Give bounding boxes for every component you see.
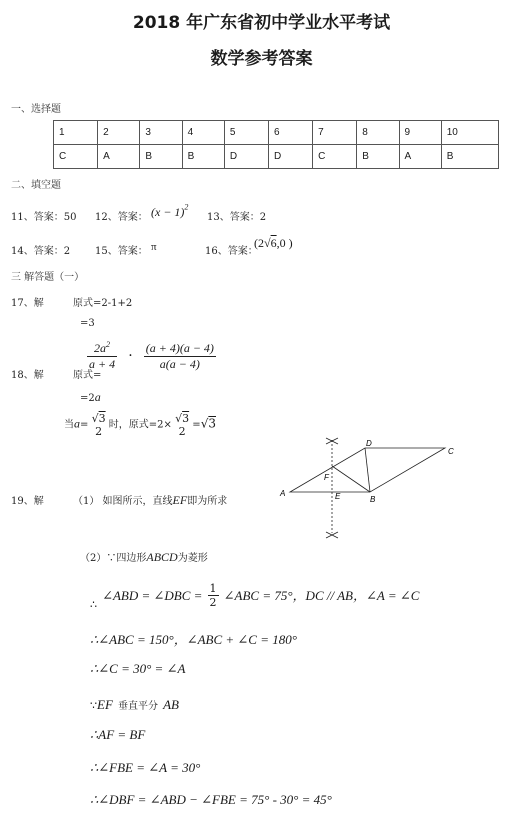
- label-f: F: [324, 473, 329, 482]
- sqrt-icon: √: [264, 236, 271, 250]
- arc-mark-top: [326, 438, 338, 444]
- step1-part1: ∠ABD = ∠DBC =: [102, 588, 203, 603]
- q18-line2: [80, 390, 101, 405]
- q18-substitution: [64, 412, 216, 438]
- q17-line1: 原式=2-1+2: [73, 298, 133, 309]
- page-subtitle: 数学参考答案: [210, 49, 313, 69]
- numerator: [92, 412, 106, 425]
- answer-11: 11、答案：50: [11, 212, 77, 223]
- equals: =: [80, 419, 89, 431]
- label-d: D: [366, 439, 372, 448]
- answer-15-value: π: [151, 241, 157, 253]
- table-cell: 2: [98, 121, 140, 145]
- section-heading-solve: 三 解答题（一）: [11, 272, 85, 283]
- page-title: 2018 年广东省初中学业水平考试: [132, 13, 391, 33]
- paren-close: ): [288, 236, 293, 250]
- table-cell: D: [224, 145, 268, 169]
- multiply-dot: ·: [128, 348, 133, 364]
- q19-part2-text: （2）∵四边形: [80, 553, 147, 564]
- denominator: 2: [178, 425, 186, 438]
- q17-label: 17、解: [11, 298, 44, 309]
- because-symbol: ∵: [90, 699, 97, 712]
- rhombus-figure: [270, 428, 470, 543]
- q18-line2-var: a: [94, 390, 101, 404]
- numerator: [87, 340, 117, 357]
- q17-line2: =3: [80, 318, 95, 329]
- answer-14: 14、答案：2: [11, 246, 71, 257]
- equals: =: [192, 419, 201, 431]
- q18-label: 18、解: [11, 370, 44, 381]
- proof-step-6: ∴∠FBE = ∠A = 30°: [90, 760, 201, 775]
- q19-part2-end: 为菱形: [177, 553, 208, 564]
- table-cell: 7: [313, 121, 357, 145]
- sqrt-icon: √: [91, 412, 99, 425]
- numerator: (a + 4)(a − 4): [145, 340, 214, 355]
- table-cell: 5: [224, 121, 268, 145]
- segment-bf: [332, 466, 370, 492]
- line-ef: EF: [97, 697, 113, 712]
- table-cell: B: [140, 145, 182, 169]
- table-cell: A: [399, 145, 441, 169]
- label-b: B: [370, 495, 376, 504]
- q19-part1: [73, 492, 227, 508]
- label-c: C: [448, 447, 454, 456]
- therefore-symbol: ∴: [90, 598, 97, 611]
- segment-ab: AB: [163, 697, 179, 712]
- fraction: [87, 340, 117, 372]
- table-cell: B: [441, 145, 498, 169]
- q18-prefix: 原式=: [73, 370, 102, 381]
- q18-expression: [87, 340, 216, 372]
- q18-line2-text: =2: [80, 393, 95, 404]
- denominator: 2: [95, 425, 103, 438]
- proof-step-7: ∴∠DBF = ∠ABD − ∠FBE = 75° - 30° = 45°: [90, 792, 332, 807]
- answer-16-label: 16、答案：: [205, 246, 258, 257]
- table-cell: 6: [269, 121, 313, 145]
- numerator-text: 2a: [94, 341, 107, 355]
- q19-part2: [80, 549, 208, 565]
- answer-12-label: 12、答案：: [95, 212, 148, 223]
- table-cell: A: [98, 145, 140, 169]
- var-a: a: [74, 416, 80, 431]
- paren-open: (: [254, 236, 258, 250]
- sqrt-icon: √: [200, 416, 209, 431]
- answer-12-expression: [151, 201, 188, 220]
- table-cell: 9: [399, 121, 441, 145]
- fraction: [175, 412, 189, 438]
- sqrt-icon: √: [175, 412, 183, 425]
- quad-abcd: ABCD: [146, 550, 178, 564]
- table-cell: 8: [357, 121, 399, 145]
- coef: 2: [258, 236, 264, 250]
- radicand: 3: [98, 412, 106, 425]
- answer-15-label: 15、答案：: [95, 246, 148, 257]
- denominator: 2: [209, 596, 217, 609]
- perpendicular-bisects-text: 垂直平分: [117, 701, 158, 712]
- table-cell: 1: [54, 121, 98, 145]
- line-ef: EF: [172, 493, 188, 507]
- fraction: [144, 341, 216, 372]
- diagonal-bd: [365, 448, 370, 492]
- q19-part1-end: 即为所求: [187, 496, 228, 507]
- table-row-answers: [54, 145, 499, 169]
- answer-16-expression: [254, 236, 293, 251]
- proof-step-2: ∴∠ABC = 150°，∠ABC + ∠C = 180°: [90, 632, 297, 647]
- label-a: A: [280, 489, 286, 498]
- proof-step-1: [90, 582, 419, 609]
- answer-13: 13、答案：2: [207, 212, 267, 223]
- table-cell: 4: [182, 121, 224, 145]
- q19-part1-text: （1） 如图所示，直线: [73, 496, 173, 507]
- coord-rest: ,0: [276, 236, 286, 250]
- table-cell: 3: [140, 121, 182, 145]
- table-cell: B: [357, 145, 399, 169]
- result-radicand: 3: [208, 416, 216, 431]
- numerator: [175, 412, 189, 425]
- proof-step-4: [90, 694, 179, 713]
- table-cell: C: [313, 145, 357, 169]
- numerator: 1: [209, 582, 217, 595]
- q19-label: 19、解: [11, 496, 44, 507]
- answer-table: [53, 120, 499, 169]
- radicand: 6: [270, 236, 277, 250]
- exponent: 2: [106, 340, 111, 349]
- fraction: [92, 412, 106, 438]
- label-e: E: [335, 492, 341, 501]
- then-text: 时，原式=2×: [108, 419, 172, 431]
- section-heading-fill: 二、填空题: [11, 180, 61, 191]
- denominator: a(a − 4): [159, 356, 200, 371]
- table-cell: D: [269, 145, 313, 169]
- denominator: a + 4: [89, 357, 116, 371]
- table-cell: C: [54, 145, 98, 169]
- step1-part2: ∠ABC = 75°，DC // AB，∠A = ∠C: [223, 588, 420, 603]
- table-cell: B: [182, 145, 224, 169]
- answer-12-base: (x − 1): [151, 205, 185, 219]
- radicand: 3: [182, 412, 190, 425]
- answer-12-exponent: 2: [184, 202, 189, 212]
- when-text: 当: [64, 419, 74, 431]
- table-row-numbers: [54, 121, 499, 145]
- proof-step-5: ∴AF = BF: [90, 727, 146, 742]
- section-heading-choice: 一、选择题: [11, 104, 61, 115]
- proof-step-3: ∴∠C = 30° = ∠A: [90, 661, 186, 676]
- fraction-half: [208, 582, 219, 609]
- table-cell: 10: [441, 121, 498, 145]
